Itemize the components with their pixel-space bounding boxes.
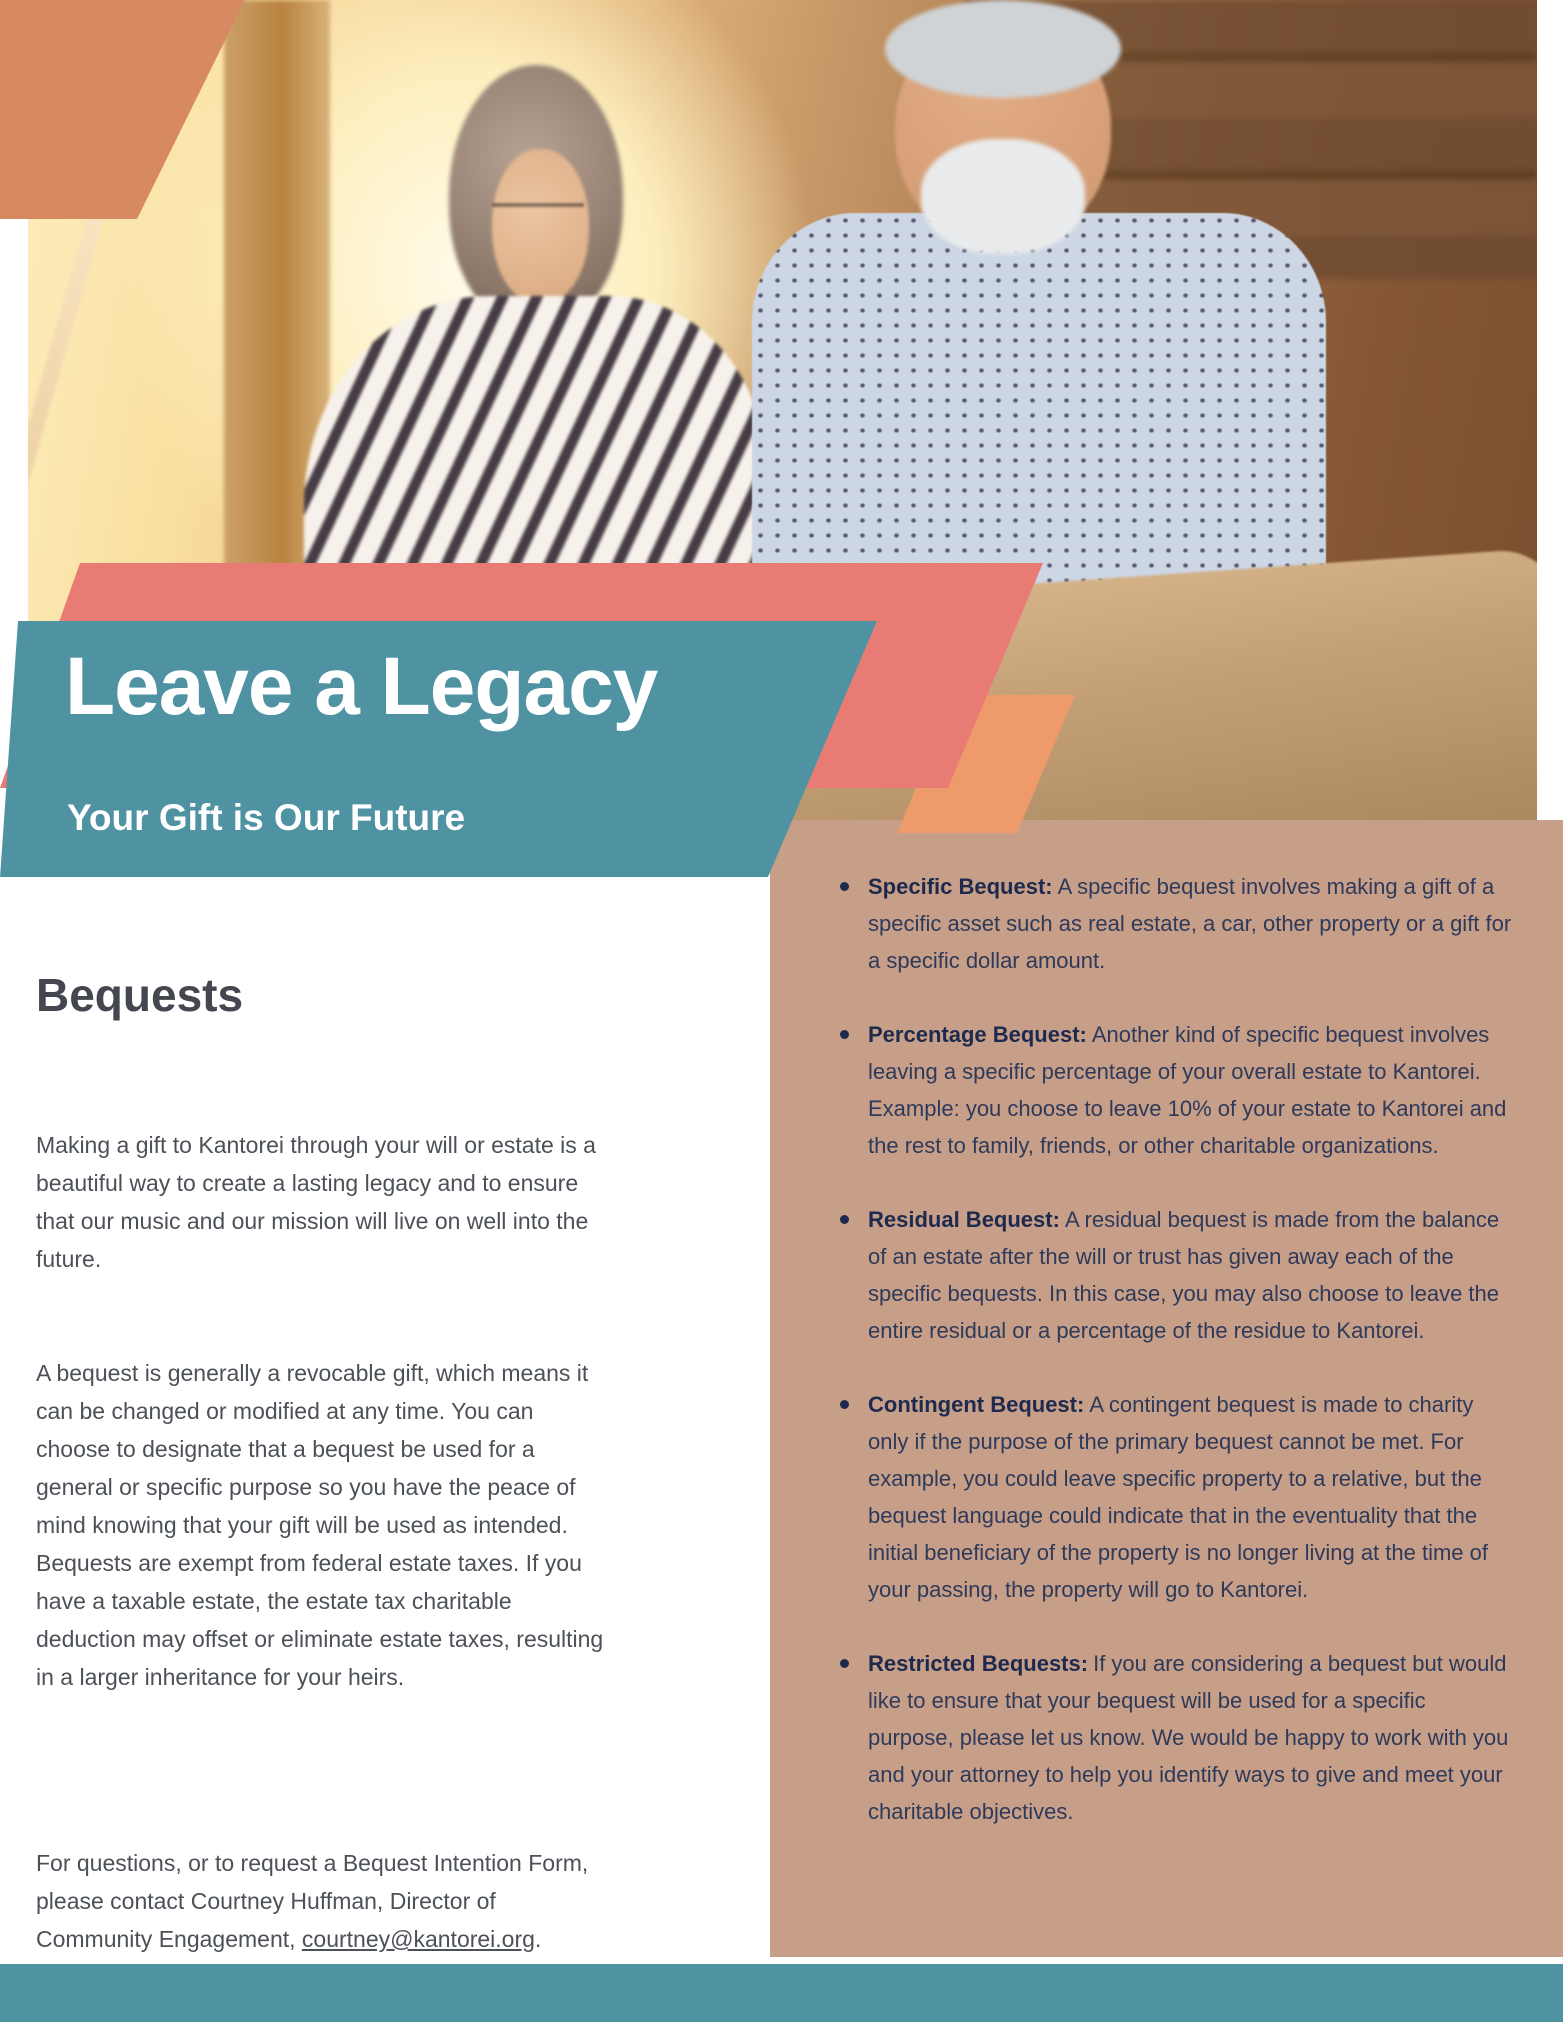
bullet-label: Percentage Bequest: [868,1022,1087,1047]
footer-bar [0,1964,1563,2022]
bullet-label: Contingent Bequest: [868,1392,1085,1417]
bullet-label: Restricted Bequests: [868,1651,1089,1676]
bullet-label: Residual Bequest: [868,1207,1060,1232]
bullet-text: A residual bequest is made from the balance of an estate after the will or trust has given away each of the specific bequests. In this case, you may also choose to leave the entire residual or a percentage of the residue to Kantorei. [868,1207,1500,1343]
bullet-label: Specific Bequest: [868,874,1053,899]
contact-period: . [534,1926,542,1952]
list-item [838,868,1514,979]
list-item [838,1386,1514,1608]
bullet-text: Another kind of specific bequest involves leaving a specific percentage of your overall estate to Kantorei. Example: you choose to leave 10% of your estate to Kantorei and the rest to family, friends, or other charitable organizations. [868,1022,1507,1158]
contact-paragraph [36,1844,611,1958]
bequest-types-list [838,868,1514,1867]
page-subtitle: Your Gift is Our Future [67,797,466,838]
list-item [838,1201,1514,1349]
contact-text: For questions, or to request a Bequest Intention Form, please contact Courtney Huffman, Director of Community Engagement, [36,1850,589,1952]
man-hair [885,0,1121,98]
bullet-text: A contingent bequest is made to charity only if the purpose of the primary bequest cannot be met. For example, you could leave specific property to a relative, but the bequest language could indicate that in the eventuality that the initial beneficiary of the property is no longer living at the time of your passing, the property will go to Kantorei. [868,1392,1488,1602]
bullet-text: A specific bequest involves making a gift of a specific asset such as real estate, a car, other property or a gift for a specific dollar amount. [868,874,1512,973]
list-item [838,1645,1514,1830]
bullet-text: If you are considering a bequest but would like to ensure that your bequest will be used for a specific purpose, please let us know. We would be happy to work with you and your attorney to help you identify ways to give and meet your charitable objectives. [868,1651,1509,1824]
section-heading: Bequests [36,969,244,1021]
details-paragraph: A bequest is generally a revocable gift, which means it can be changed or modified at any time. You can choose to designate that a bequest be used for a general or specific purpose so you have the peace of mind knowing that your gift will be used as intended. Bequests are exempt from federal estate taxes. If you have a taxable estate, the estate tax charitable deduction may offset or eliminate estate taxes, resulting in a larger inheritance for your heirs. [36,1360,604,1690]
page-title: Leave a Legacy [65,641,658,732]
list-item [838,1016,1514,1164]
woman-glasses [492,203,584,238]
intro-paragraph: Making a gift to Kantorei through your will or estate is a beautiful way to create a lasting legacy and to ensure that our music and our mission will live on well into the future. [36,1132,596,1272]
contact-email-link[interactable]: courtney@kantorei.org [301,1926,535,1952]
man-beard [921,139,1085,254]
left-column [36,968,611,1952]
